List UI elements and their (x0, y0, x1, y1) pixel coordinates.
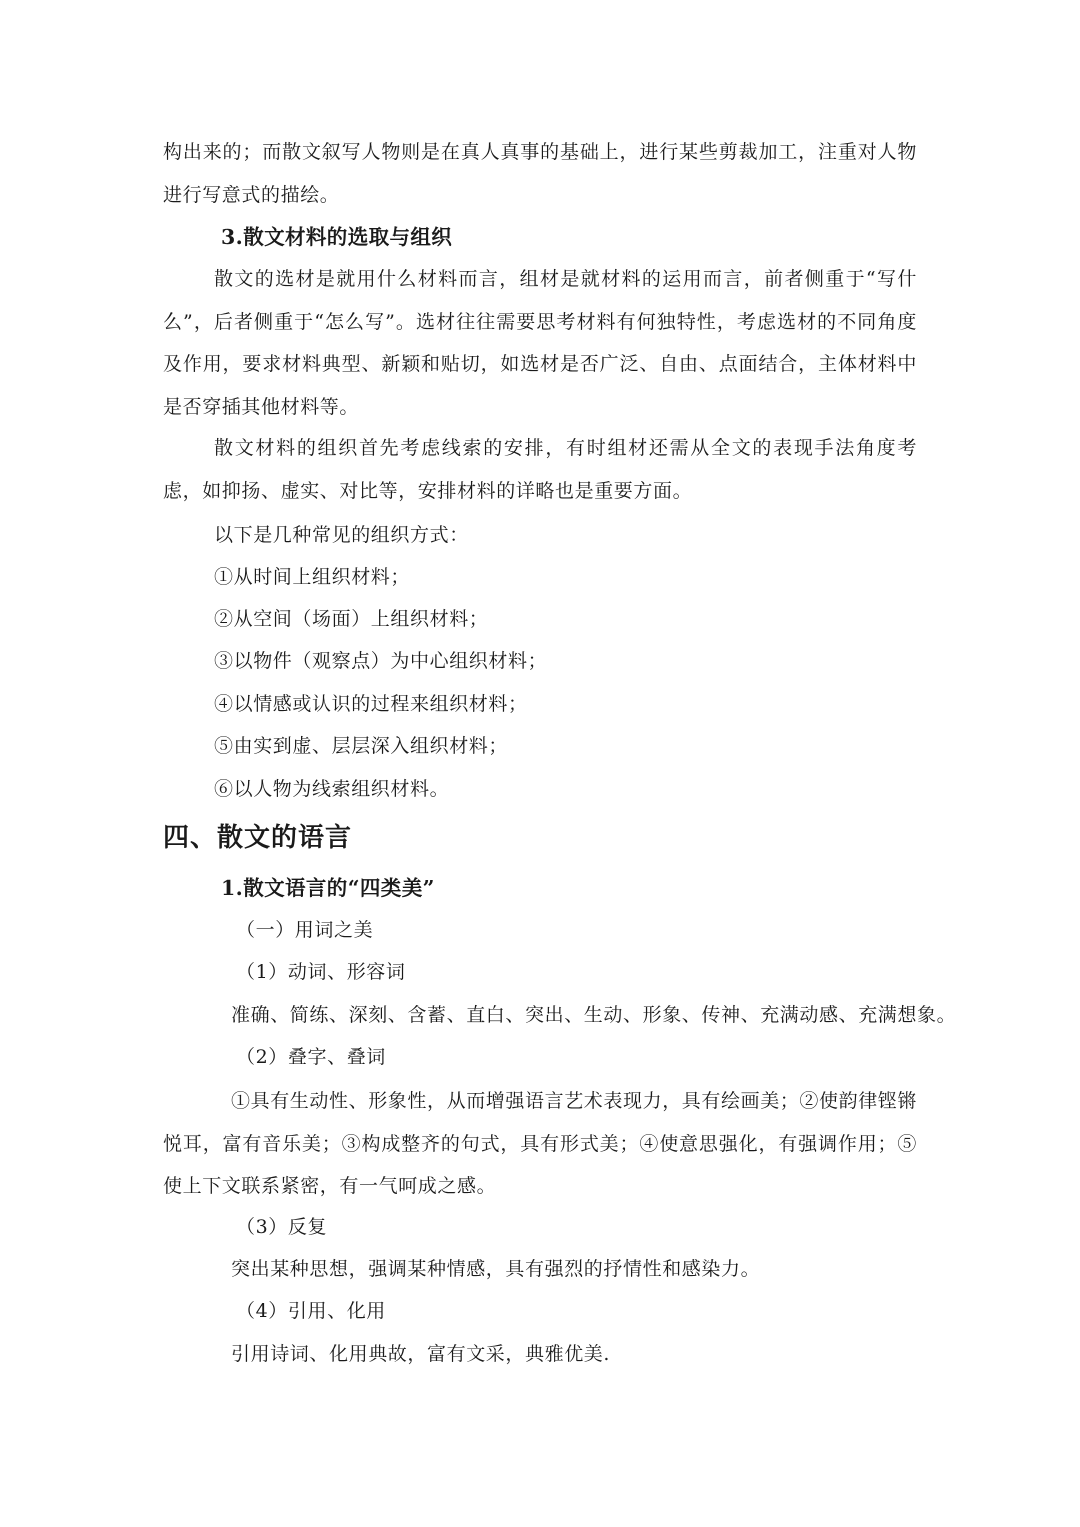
item-body-verbs-adjectives: 准确、简练、深刻、含蓄、直白、突出、生动、形象、传神、充满动感、充满想象。 (231, 1004, 957, 1026)
paragraph-material-organization: 散文材料的组织首先考虑线索的安排，有时组材还需从全文的表现手法角度考虑，如抑扬、虚实、对比等，安排材料的详略也是重要方面。 (163, 437, 917, 502)
method-item: ⑥以人物为线索组织材料。 (214, 778, 450, 800)
method-item: ③以物件（观察点）为中心组织材料； (214, 650, 548, 672)
heading-material-selection: 3.散文材料的选取与组织 (221, 225, 453, 249)
item-title-quotation: （4）引用、化用 (236, 1300, 386, 1322)
method-item: ②从空间（场面）上组织材料； (214, 608, 489, 630)
method-item: ⑤由实到虚、层层深入组织材料； (214, 735, 509, 757)
methods-intro: 以下是几种常见的组织方式： (214, 524, 469, 546)
intro-paragraph: 构出来的；而散文叙写人物则是在真人真事的基础上，进行某些剪裁加工，注重对人物进行写意式的描绘。 (163, 141, 917, 206)
method-item: ①从时间上组织材料； (214, 566, 411, 588)
heading-four-beauties: 1.散文语言的“四类美” (221, 876, 435, 900)
item-body-reduplication: ①具有生动性、形象性，从而增强语言艺术表现力，具有绘画美；②使韵律铿锵悦耳，富有音乐美；③构成整齐的句式，具有形式美；④使意思强化，有强调作用；⑤使上下文联系紧密，有一气呵成之感。 (163, 1090, 918, 1197)
item-body-repetition: 突出某种思想，强调某种情感，具有强烈的抒情性和感染力。 (231, 1258, 761, 1280)
item-body-quotation: 引用诗词、化用典故，富有文采，典雅优美. (231, 1343, 611, 1365)
section-title-language: 四、散文的语言 (163, 823, 353, 853)
method-item: ④以情感或认识的过程来组织材料； (214, 693, 528, 715)
item-title-repetition: （3）反复 (236, 1216, 328, 1238)
item-title-reduplication: （2）叠字、叠词 (236, 1046, 386, 1068)
paragraph-material-selection: 散文的选材是就用什么材料而言，组材是就材料的运用而言，前者侧重于“写什么”，后者侧重于“怎么写”。选材往往需要思考材料有何独特性，考虑选材的不同角度及作用，要求材料典型、新颖和贴切，如选材是否广泛、自由、点面结合，主体材料中是否穿插其他材料等。 (163, 268, 917, 418)
item-title-verbs-adjectives: （1）动词、形容词 (236, 961, 406, 983)
subheading-word-beauty: （一）用词之美 (236, 919, 374, 941)
